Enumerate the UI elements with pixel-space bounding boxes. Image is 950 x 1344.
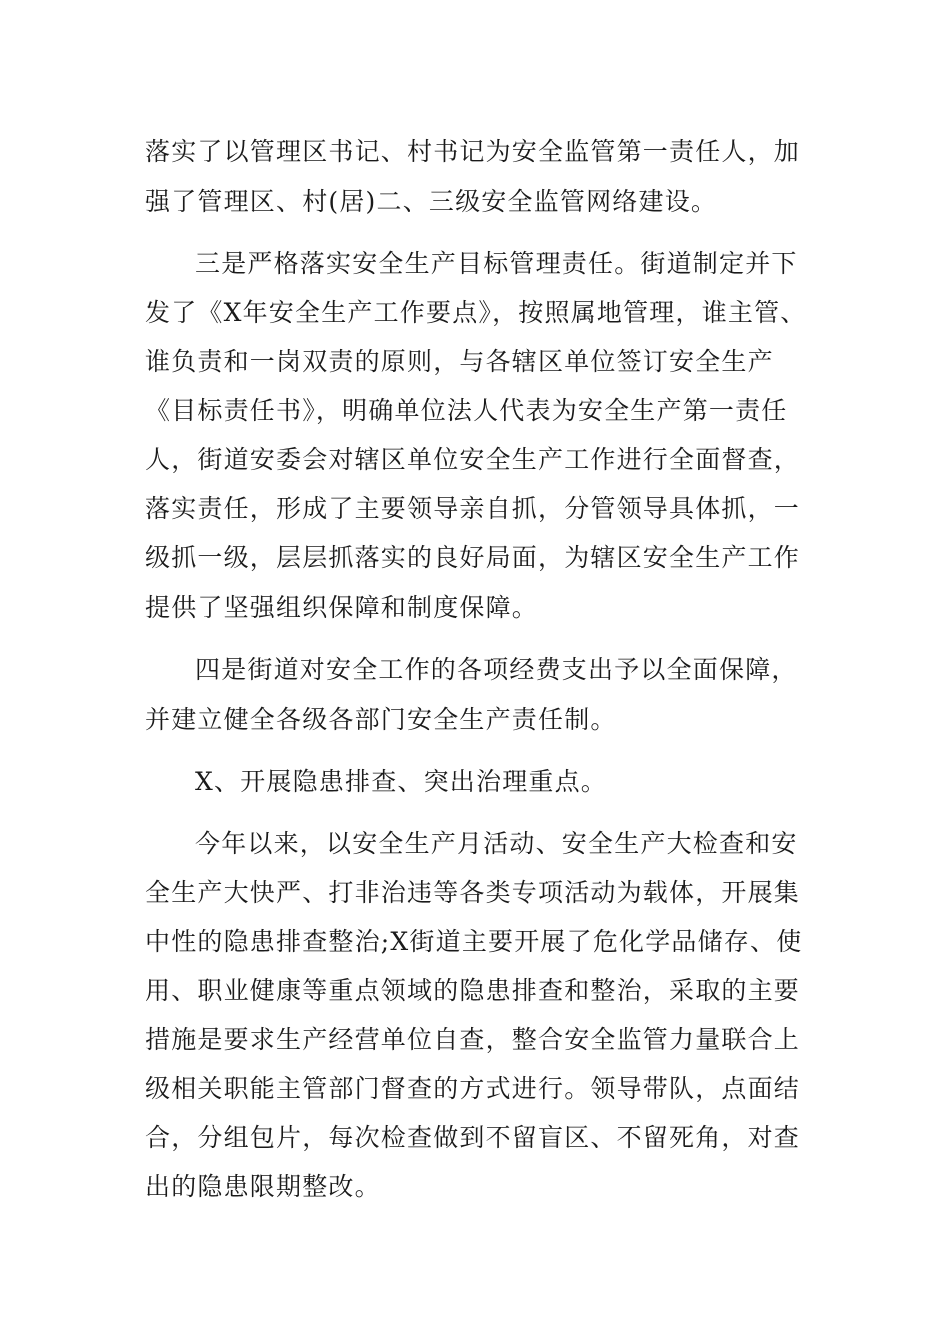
paragraph-start-line: 四是街道对安全工作的各项经费支出予以全面保障， xyxy=(195,655,798,684)
paragraph-start-line: 今年以来，以安全生产月活动、安全生产大检查和安 xyxy=(195,829,798,858)
text-line: 用、职业健康等重点领域的隐患排查和整治，采取的主要 xyxy=(145,976,801,1005)
text-line: 谁负责和一岗双责的原则，与各辖区单位签订安全生产 xyxy=(145,347,774,376)
text-line: 级抓一级，层层抓落实的良好局面，为辖区安全生产工作 xyxy=(145,543,801,572)
text-line: 中性的隐患排查整治;X街道主要开展了危化学品储存、使 xyxy=(145,927,803,956)
text-line: 落实了以管理区书记、村书记为安全监管第一责任人，加 xyxy=(145,137,801,166)
text-line: 发了《X年安全生产工作要点》，按照属地管理，谁主管、 xyxy=(145,298,807,327)
text-line: 强了管理区、村(居)二、三级安全监管网络建设。 xyxy=(145,187,718,216)
text-line: 并建立健全各级各部门安全生产责任制。 xyxy=(145,705,617,734)
text-line: 《目标责任书》，明确单位法人代表为安全生产第一责任 xyxy=(145,396,788,425)
text-line: 级相关职能主管部门督查的方式进行。领导带队，点面结 xyxy=(145,1074,801,1103)
section-heading: X、开展隐患排查、突出治理重点。 xyxy=(195,767,607,796)
text-line: 全生产大快严、打非治违等各类专项活动为载体，开展集 xyxy=(145,878,801,907)
text-line: 落实责任，形成了主要领导亲自抓，分管领导具体抓，一 xyxy=(145,494,801,523)
text-line: 人，街道安委会对辖区单位安全生产工作进行全面督查， xyxy=(145,445,801,474)
text-line: 出的隐患限期整改。 xyxy=(145,1172,381,1201)
text-line: 措施是要求生产经营单位自查，整合安全监管力量联合上 xyxy=(145,1025,801,1054)
text-line: 合，分组包片，每次检查做到不留盲区、不留死角，对查 xyxy=(145,1123,801,1152)
paragraph-start-line: 三是严格落实安全生产目标管理责任。街道制定并下 xyxy=(195,249,798,278)
text-line: 提供了坚强组织保障和制度保障。 xyxy=(145,593,539,622)
